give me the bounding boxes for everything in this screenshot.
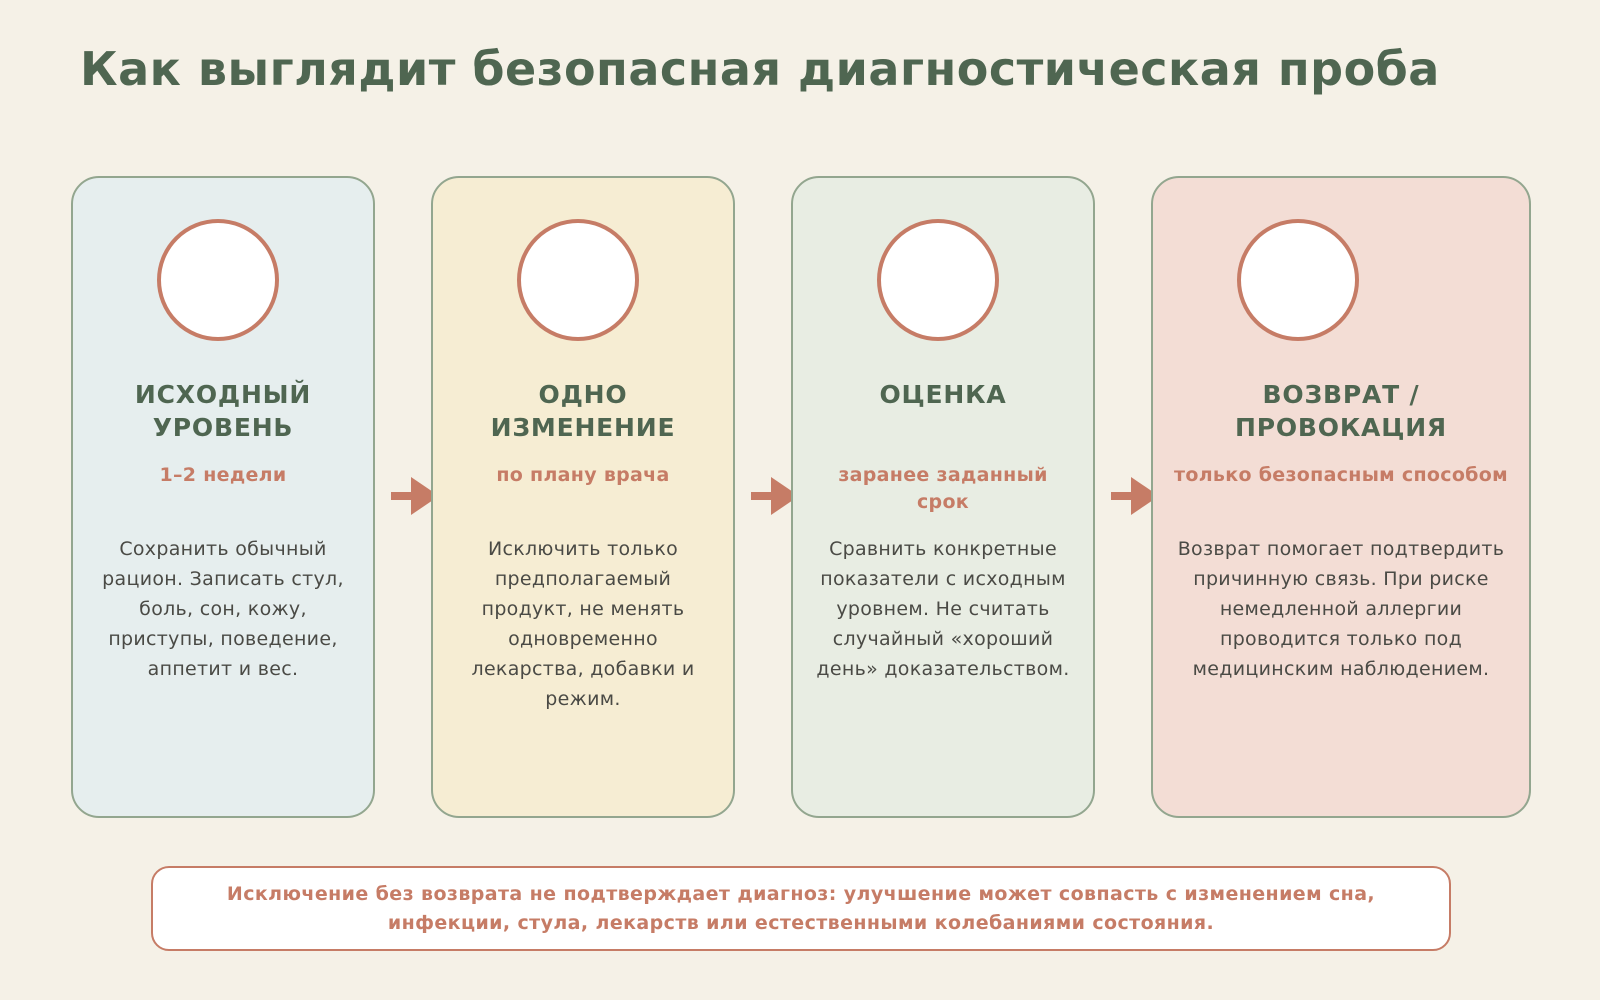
step-circle-icon — [517, 219, 639, 341]
step-description: Сохранить обычный рацион. Записать стул, боль, сон, кожу, приступы, поведение, аппетит и вес. — [102, 538, 344, 680]
warning-note — [151, 866, 1451, 951]
step-title: ВОЗВРАТ / ПРОВОКАЦИЯ — [1235, 380, 1447, 442]
step-card-reintroduction — [1151, 176, 1531, 818]
step-description: Возврат помогает подтвердить причинную связь. При риске немедленной аллергии проводится только под медицинским наблюдением. — [1177, 538, 1505, 680]
step-title: ОЦЕНКА — [879, 380, 1007, 409]
step-duration: по плану врача — [496, 464, 670, 486]
step-duration: заранее заданный срок — [838, 464, 1048, 513]
step-card-assessment — [791, 176, 1095, 818]
step-duration: 1–2 недели — [159, 464, 287, 486]
step-circle-icon — [157, 219, 279, 341]
step-card-single-change — [431, 176, 735, 818]
step-circle-icon — [877, 219, 999, 341]
step-description: Сравнить конкретные показатели с исходным уровнем. Не считать случайный «хороший день» доказательством. — [816, 538, 1070, 680]
step-title: ОДНО ИЗМЕНЕНИЕ — [490, 380, 676, 442]
warning-note-text: Исключение без возврата не подтверждает диагноз: улучшение может совпасть с изменением сна, инфекции, стула, лекарств или естественными колебаниями состояния. — [226, 882, 1376, 934]
step-title: ИСХОДНЫЙ УРОВЕНЬ — [134, 380, 312, 442]
step-description: Исключить только предполагаемый продукт, не менять одновременно лекарства, добавки и режим. — [471, 538, 695, 710]
page-title: Как выглядит безопасная диагностическая проба — [80, 42, 1440, 96]
step-duration: только безопасным способом — [1174, 464, 1508, 486]
step-card-baseline — [71, 176, 375, 818]
step-circle-icon — [1237, 219, 1359, 341]
